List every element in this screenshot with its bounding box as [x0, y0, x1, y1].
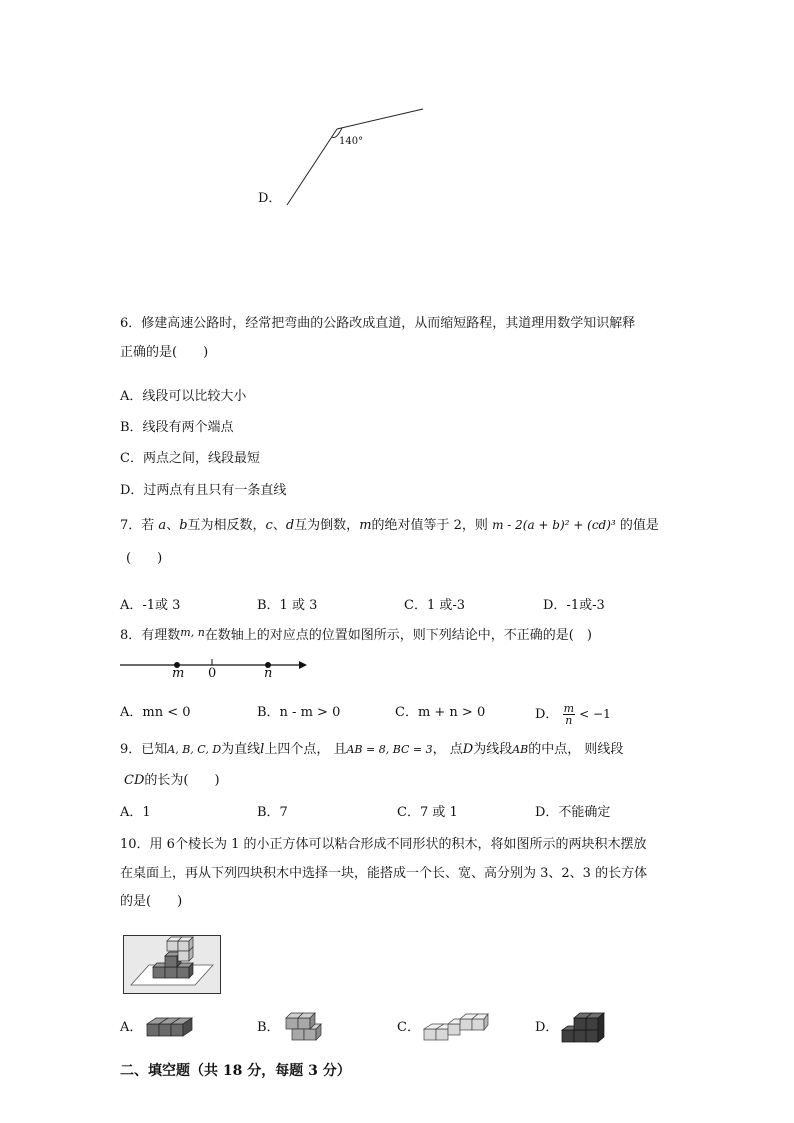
q7-sep: 、	[272, 518, 286, 533]
axis-label-zero: 0	[208, 666, 217, 681]
var-l: l	[260, 742, 265, 757]
var-cd: CD	[124, 773, 145, 788]
q6-stem-line1: 6．修建高速公路时，经常把弯曲的公路改成直道，从而缩短路程，其道理用数学知识解释	[120, 316, 636, 331]
q9-text: 的长为( )	[144, 773, 220, 788]
q9-text: 的中点， 则线段	[528, 742, 624, 757]
var-m: m	[359, 518, 372, 533]
section-heading: 二、填空题（共 18 分，每题 3 分）	[120, 1063, 351, 1079]
q7-text: 的值是	[619, 518, 659, 533]
q9-option-b[interactable]: B．7	[257, 805, 288, 820]
fraction-numerator: m	[563, 702, 575, 715]
fraction-denominator: n	[565, 714, 573, 727]
q7-option-c[interactable]: C．1 或-3	[404, 598, 466, 613]
q10-option-a-label: A．	[120, 1020, 143, 1035]
angle-140-figure	[280, 100, 440, 210]
q8-vars: m, n	[180, 626, 205, 639]
q6-option-c[interactable]: C．两点之间，线段最短	[120, 451, 260, 466]
q10-option-d-label: D．	[535, 1020, 559, 1035]
q10-stem-line2: 在桌面上，再从下列四块积木中选择一块，能搭成一个长、宽、高分别为 3、2、3 的长方体	[120, 866, 648, 881]
q9-text: ， 点	[432, 742, 463, 757]
q7-text: 互为相反数，	[187, 518, 266, 533]
q8-text: 8．有理数	[120, 628, 181, 643]
q8-option-d-label: D．	[535, 707, 559, 722]
q10-option-b[interactable]	[257, 1018, 280, 1038]
q6-stem-line2: 正确的是( )	[120, 345, 209, 360]
var-a: a	[158, 518, 167, 533]
angle-label: 140°	[339, 136, 364, 147]
q10-option-d[interactable]	[535, 1018, 558, 1038]
q9-stem-line2	[124, 771, 220, 791]
q9-option-a[interactable]: A．1	[120, 805, 151, 820]
q7-option-b[interactable]: B．1 或 3	[257, 598, 318, 613]
q9-text: 上四个点， 且	[264, 742, 347, 757]
two-blocks-on-table-figure	[123, 935, 221, 995]
q6-option-a[interactable]: A．线段可以比较大小	[120, 389, 247, 404]
q8-text: 在数轴上的对应点的位置如图所示，则下列结论中，不正确的是( )	[204, 628, 592, 643]
q8-option-b[interactable]: B．n - m > 0	[257, 705, 341, 720]
q8-option-d[interactable]	[535, 703, 611, 726]
var-d: d	[285, 518, 295, 533]
var-b: b	[179, 518, 188, 533]
q10-option-a[interactable]	[120, 1018, 142, 1038]
q7-text: 的绝对值等于 2，则	[371, 518, 488, 533]
block-c-icon	[422, 1011, 490, 1045]
q8-option-c[interactable]: C．m + n > 0	[395, 705, 486, 720]
q7-stem-line2: ( )	[126, 551, 163, 566]
var-c: c	[265, 518, 273, 533]
q9-text: 为线段	[473, 742, 513, 757]
axis-label-n: n	[264, 666, 273, 681]
q7-text: 互为倒数，	[294, 518, 360, 533]
q10-stem-line3: 的是( )	[120, 894, 183, 909]
q9-condition: AB = 8, BC = 3	[346, 743, 433, 756]
q9-option-c[interactable]: C．7 或 1	[397, 805, 458, 820]
q7-option-d[interactable]: D．-1或-3	[543, 598, 605, 613]
q8-stem	[120, 626, 592, 646]
q9-text: 9．已知	[120, 742, 168, 757]
var-d: D	[462, 742, 474, 757]
q10-option-b-label: B．	[257, 1020, 280, 1035]
block-b-icon	[284, 1010, 328, 1044]
q9-vars: A, B, C, D	[167, 743, 222, 756]
axis-label-m: m	[172, 666, 185, 681]
q9-text: 为直线	[221, 742, 261, 757]
q6-option-b[interactable]: B．线段有两个端点	[120, 420, 234, 435]
block-d-icon	[560, 1008, 612, 1046]
option-d-label: D．	[258, 191, 282, 206]
fraction	[563, 703, 575, 726]
block-a-icon	[146, 1014, 198, 1040]
q9-stem-line1	[120, 740, 623, 760]
q9-option-d[interactable]: D．不能确定	[535, 805, 611, 820]
q6-option-d[interactable]: D．过两点有且只有一条直线	[120, 483, 287, 498]
q7-text: 7．若	[120, 518, 155, 533]
var-ab: AB	[512, 743, 529, 756]
q7-sep: 、	[166, 518, 180, 533]
q8-option-a[interactable]: A．mn < 0	[120, 705, 191, 720]
q10-stem-line1: 10．用 6个棱长为 1 的小正方体可以粘合形成不同形状的积木，将如图所示的两块积木摆放	[120, 837, 647, 852]
q10-option-c-label: C．	[397, 1020, 420, 1035]
fraction-tail: < −1	[579, 707, 611, 721]
q10-option-c[interactable]	[397, 1018, 420, 1038]
q7-formula: m - 2(a + b)² + (cd)³	[492, 518, 616, 532]
q7-stem-line1	[120, 515, 659, 536]
q7-option-a[interactable]: A．-1或 3	[120, 598, 181, 613]
